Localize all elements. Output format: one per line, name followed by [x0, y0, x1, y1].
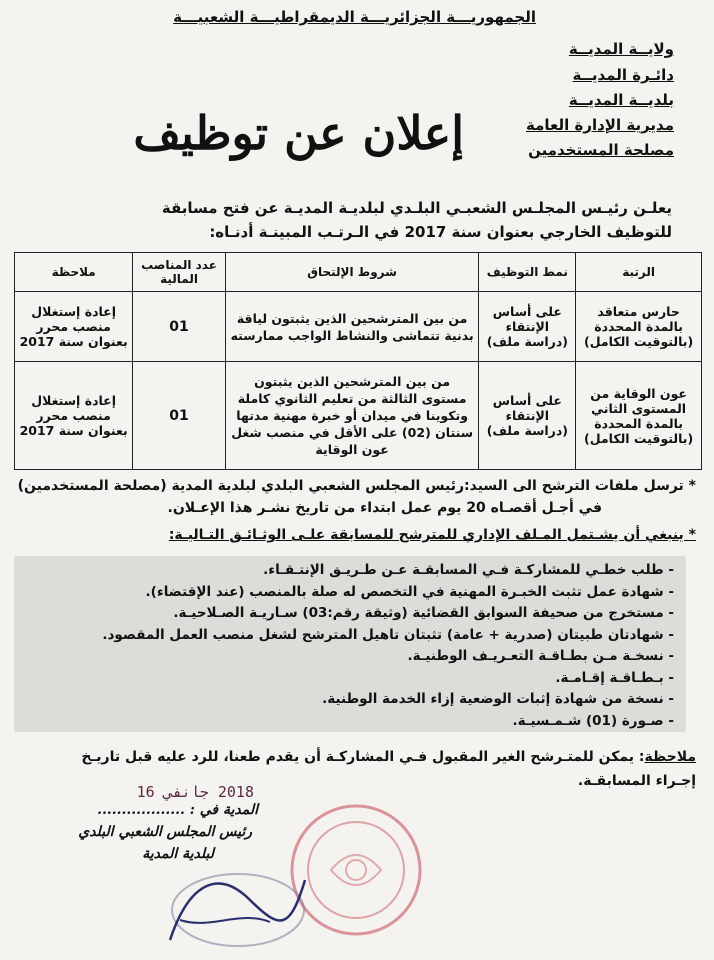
header-service: مصلحة المستخدمين	[528, 141, 674, 159]
list-item: - شهادتان طبيتان (صدرية + عامة) تثبتان تاهيل المترشح لشغل منصب العمل المقصود.	[34, 625, 674, 647]
republic-header: الجمهوريـــة الجزائريـــة الديمقراطيـــة الشعبيـــة	[173, 8, 536, 26]
header-conditions: شروط الإلتحاق	[225, 253, 479, 292]
table-header-row	[15, 253, 702, 292]
signature-title-2: لبلدية المدية	[142, 846, 214, 862]
signature-place-label: المدية في :	[189, 802, 258, 818]
jobs-table	[14, 252, 702, 470]
page-title: إعلان عن توظيف	[133, 106, 464, 160]
cell-conditions: من بين المترشحين الذين يثبتون لياقة بدنية تتماشى والنشاط الواجب ممارسته	[225, 292, 479, 362]
list-item: - نسخـة مـن بطـاقـة التعـريـف الوطنيـة.	[34, 646, 674, 668]
footnote-text: : يمكن للمتـرشح الغير المقبول فـي المشاركـة أن يقدم طعنا، للرد عليه قبل تاريـخ	[81, 749, 645, 765]
list-item: - مستخرج من صحيفة السوابق القضائية (وثيقة رقم:03) سـاريـة الصـلاحيـة.	[34, 603, 674, 625]
table-row	[15, 362, 702, 470]
list-item: - طلب خطـي للمشاركـة فـي المسابقـة عـن طـريـق الإنتـقـاء.	[34, 560, 674, 582]
list-item: - شهادة عمل تثبت الخبـرة المهنية في التخصص له صلة بالمنصب (عند الإقتضاء).	[34, 582, 674, 604]
list-item: - بـطـاقـة إقـامـة.	[34, 668, 674, 690]
header-daira: دائـرة المديــة	[572, 66, 674, 84]
list-item: - صـورة (01) شـمـسيـة.	[34, 711, 674, 733]
intro-line-2: للتوظيف الخارجي بعنوان سنة 2017 في الـرتـب المبينـة أدنـاه:	[209, 223, 672, 241]
header-remark: ملاحظة	[15, 253, 133, 292]
header-baladia: بلديــة المديــة	[568, 91, 674, 109]
signature-dots: ..................	[97, 802, 185, 818]
cell-rank: عون الوقاية من المستوى الثاني بالمدة المحددة (بالتوقيت الكامل)	[576, 362, 702, 470]
header-directorate: مديرية الإدارة العامة	[526, 116, 674, 134]
header-wilaya: ولايــة المديــة	[568, 40, 674, 58]
signature-place	[97, 800, 258, 821]
header-rank: الرتبة	[576, 253, 702, 292]
table-row	[15, 292, 702, 362]
cell-mode: على أساس الإنتقاء (دراسة ملف)	[479, 292, 576, 362]
cell-remark: إعادة إستغلال منصب محرر بعنوان سنة 2017	[15, 292, 133, 362]
footnote-line-2: إجـراء المسابقـة.	[577, 773, 696, 789]
send-note-line-2: في أجـل أقصـاه 20 يوم عمل ابتداء من تاريخ نشـر هذا الإعـلان.	[167, 500, 602, 516]
send-note-line-1: * ترسل ملفات الترشح الى السيد:رئيس المجلس الشعبي البلدي لبلدية المدية (مصلحة المستخدمين)	[17, 478, 696, 494]
cell-positions: 01	[133, 362, 225, 470]
cell-conditions: من بين المترشحين الذين يثبتون مستوى الثالثة من تعليم الثانوي كاملة وتكوينا في ميدان أو خبرة مهنية مدتها سنتان (02) على الأقل في منصب شغل عون الوقاية	[225, 362, 479, 470]
footnote-label: ملاحظة	[644, 749, 696, 765]
documents-list	[34, 560, 674, 732]
cell-rank: حارس متعاقد بالمدة المحددة (بالتوقيت الكامل)	[576, 292, 702, 362]
signature-title-1: رئيس المجلس الشعبي البلدي	[78, 824, 252, 840]
cell-positions: 01	[133, 292, 225, 362]
intro-line-1: يعلـن رئيـس المجلـس الشعبـي البلـدي لبلديـة المديـة عن فتح مسابقة	[161, 199, 672, 217]
date-stamp: 2018 جانفي 16	[136, 783, 254, 801]
cell-mode: على أساس الإنتقاء (دراسة ملف)	[479, 362, 576, 470]
footnote-line-1	[81, 746, 696, 768]
cell-remark: إعادة إستغلال منصب محرر بعنوان سنة 2017	[15, 362, 133, 470]
documents-heading: * ينبغي أن يشـتمل المـلف الإداري للمترشح للمسابقة علـى الوثـائـق التـاليـة:	[168, 527, 696, 543]
header-mode: نمط التوظيف	[479, 253, 576, 292]
header-positions: عدد المناصب المالية	[133, 253, 225, 292]
list-item: - نسخة من شهادة إثبات الوضعية إزاء الخدمة الوطنية.	[34, 689, 674, 711]
signature-scribble-icon	[160, 860, 310, 955]
